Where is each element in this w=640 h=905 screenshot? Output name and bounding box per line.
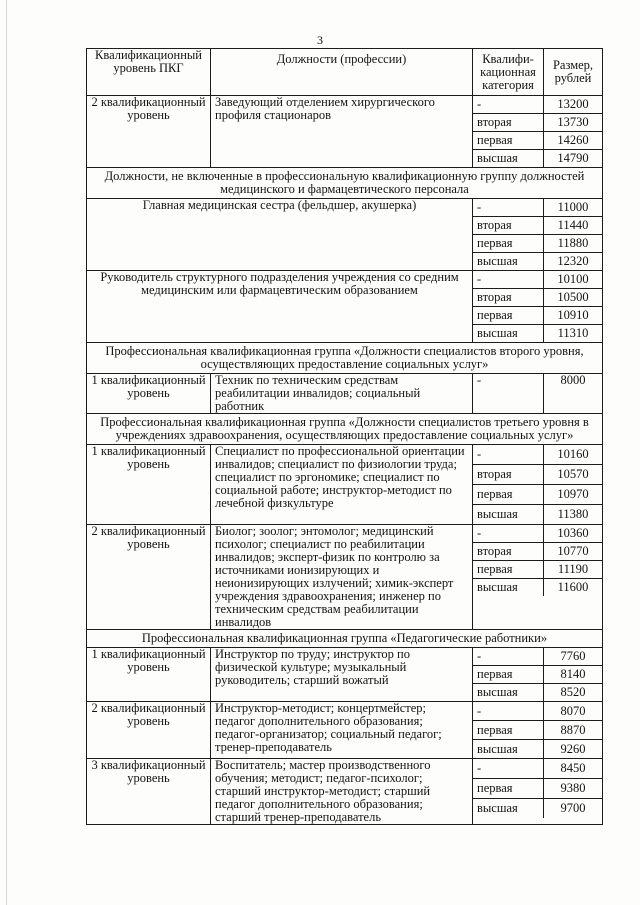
position-cell: Заведующий отделением хирургического профиля стационаров — [211, 96, 473, 168]
salary-table — [86, 48, 603, 825]
amount-cell: 10100 — [557, 272, 589, 286]
category-cell: первая — [473, 666, 544, 684]
table-row — [87, 702, 603, 759]
amount-cell: 8520 — [544, 684, 603, 702]
grade-list — [473, 445, 602, 524]
position-cell: Биолог; зоолог; энтомолог; медицинский психолог; специалист по реабилитации инвалидов; эксперт-физик по контролю за источниками ионизирующих и неионизирующих излучений; химик-эксперт учреждения здравоохранения; инженер по техническим средствам реабилитации инвалидов — [211, 525, 473, 630]
table-row — [87, 199, 603, 271]
amount-cell: 13200 — [557, 97, 589, 111]
section-heading: Должности, не включенные в профессиональную квалификационную группу должностей медицинского и фармацевтического персонала — [87, 168, 603, 199]
amount-cell: 8870 — [544, 721, 603, 740]
table-row — [87, 648, 603, 702]
amount-cell: 8000 — [560, 373, 586, 387]
amount-cell: 11310 — [544, 325, 603, 343]
grade-row — [473, 684, 602, 702]
position-cell: Главная медицинская сестра (фельдшер, акушерка) — [87, 199, 473, 271]
category-cell: первая — [473, 235, 544, 253]
amount-cell: 8450 — [560, 761, 586, 775]
position-cell: Техник по техническим средствам реабилитации инвалидов; социальный работник — [211, 374, 473, 414]
category-cell: первая — [473, 561, 544, 579]
section-heading: Профессиональная квалификационная группа «Педагогические работники» — [87, 630, 603, 648]
position-cell: Инструктор по труду; инструктор по физической культуре; музыкальный руководитель; старший вожатый — [211, 648, 473, 702]
category-cell: первая — [473, 307, 544, 325]
grade-list — [473, 525, 602, 596]
category-cell: - — [473, 374, 544, 413]
level-cell: 1 квалификационный уровень — [87, 445, 211, 525]
position-cell: Специалист по профессиональной ориентации инвалидов; специалист по физиологии труда; специалист по эргономике; специалист по социальной работе; инструктор-методист по лечебной физкультуре — [211, 445, 473, 525]
grade-row — [473, 740, 602, 759]
category-cell: - — [473, 96, 544, 114]
grade-row — [473, 114, 602, 132]
category-cell: - — [473, 445, 544, 465]
level-cell: 2 квалификационный уровень — [87, 96, 211, 168]
grade-row — [473, 779, 602, 799]
grade-row — [473, 96, 602, 114]
table-row — [87, 271, 603, 343]
level-cell: 2 квалификационный уровень — [87, 525, 211, 630]
category-cell: - — [473, 702, 544, 721]
category-cell: высшая — [473, 579, 544, 597]
amount-cell: 9700 — [544, 799, 603, 819]
grade-row — [473, 702, 602, 721]
page-number: 3 — [317, 33, 323, 47]
category-cell: вторая — [473, 465, 544, 485]
section-heading: Профессиональная квалификационная группа «Должности специалистов второго уровня, осуществляющих предоставление социальных услуг» — [87, 343, 603, 374]
amount-cell: 8140 — [544, 666, 603, 684]
grade-row — [473, 485, 602, 505]
grade-list — [473, 702, 602, 758]
grade-list — [473, 759, 602, 818]
table-row — [87, 374, 603, 414]
category-cell: первая — [473, 132, 544, 150]
grade-row — [473, 579, 602, 597]
grade-row — [473, 666, 602, 684]
amount-cell: 10970 — [544, 485, 603, 505]
category-cell: вторая — [473, 114, 544, 132]
position-cell: Инструктор-методист; концертмейстер; педагог дополнительного образования; педагог-организатор; социальный педагог; тренер-преподаватель — [211, 702, 473, 759]
amount-cell: 11600 — [544, 579, 603, 597]
grade-row — [473, 543, 602, 561]
category-cell: - — [473, 199, 544, 217]
amount-cell: 8070 — [560, 703, 586, 718]
grade-row — [473, 561, 602, 579]
amount-cell: 12320 — [544, 253, 603, 271]
category-cell: вторая — [473, 217, 544, 235]
category-cell: первая — [473, 721, 544, 740]
position-cell: Руководитель структурного подразделения учреждения со средним медицинским или фармацевтическим образованием — [87, 271, 473, 343]
table-row — [87, 759, 603, 825]
amount-cell: 10910 — [544, 307, 603, 325]
amount-cell: 9260 — [544, 740, 603, 759]
category-cell: первая — [473, 485, 544, 505]
table-row — [87, 445, 603, 525]
grade-row — [473, 132, 602, 150]
level-cell: 1 квалификационный уровень — [87, 648, 211, 702]
amount-cell: 11440 — [544, 217, 603, 235]
category-cell: высшая — [473, 253, 544, 271]
amount-cell: 13730 — [544, 114, 603, 132]
grade-row — [473, 445, 602, 465]
grade-row — [473, 325, 602, 343]
grade-row — [473, 759, 602, 779]
grade-list — [473, 199, 602, 270]
category-cell: высшая — [473, 150, 544, 168]
grade-row — [473, 235, 602, 253]
category-cell: высшая — [473, 799, 544, 819]
category-cell: - — [473, 759, 544, 779]
grade-list — [473, 271, 602, 342]
amount-cell: 10360 — [557, 526, 589, 540]
grade-row — [473, 505, 602, 525]
amount-cell: 10500 — [544, 289, 603, 307]
table-row — [87, 96, 603, 168]
category-cell: вторая — [473, 543, 544, 561]
category-cell: - — [473, 271, 544, 289]
amount-cell: 7760 — [560, 649, 586, 663]
grade-row — [473, 721, 602, 740]
amount-cell: 10570 — [544, 465, 603, 485]
grade-row — [473, 307, 602, 325]
header-amount: Размер, рублей — [552, 58, 594, 85]
category-cell: высшая — [473, 505, 544, 525]
grade-row — [473, 217, 602, 235]
amount-cell: 11380 — [544, 505, 603, 525]
level-cell: 3 квалификационный уровень — [87, 759, 211, 825]
amount-cell: 11190 — [544, 561, 603, 579]
table-header — [87, 49, 603, 96]
grade-row — [473, 525, 602, 543]
position-cell: Воспитатель; мастер производственного обучения; методист; педагог-психолог; старший инструктор-методист; старший педагог дополнительного образования; старший тренер-преподаватель — [211, 759, 473, 825]
header-position: Должности (профессии) — [211, 49, 473, 96]
level-cell: 2 квалификационный уровень — [87, 702, 211, 759]
amount-cell: 14260 — [544, 132, 603, 150]
grade-row — [473, 150, 602, 168]
grade-row — [473, 289, 602, 307]
table-row — [87, 525, 603, 630]
amount-cell: 11000 — [557, 200, 589, 214]
grade-row — [473, 199, 602, 217]
category-cell: высшая — [473, 325, 544, 343]
category-cell: вторая — [473, 289, 544, 307]
category-cell: высшая — [473, 684, 544, 702]
grade-row — [473, 465, 602, 485]
category-cell: высшая — [473, 740, 544, 759]
category-cell: - — [473, 648, 544, 666]
amount-cell: 10160 — [557, 447, 589, 461]
amount-cell: 11880 — [544, 235, 603, 253]
grade-row — [473, 253, 602, 271]
level-cell: 1 квалификационный уровень — [87, 374, 211, 414]
grade-list — [473, 96, 602, 167]
grade-row — [473, 271, 602, 289]
category-cell: первая — [473, 779, 544, 799]
category-cell: - — [473, 525, 544, 543]
scan-edge — [6, 0, 7, 905]
header-category: Квалифи-кационная категория — [473, 49, 544, 95]
header-level: Квалификационный уровень ПКГ — [87, 49, 211, 96]
section-heading: Профессиональная квалификационная группа «Должности специалистов третьего уровня в учреждениях здравоохранения, осуществляющих предоставление социальных услуг» — [87, 414, 603, 445]
grade-row — [473, 648, 602, 666]
grade-row — [473, 799, 602, 819]
amount-cell: 9380 — [544, 779, 603, 799]
amount-cell: 14790 — [544, 150, 603, 168]
amount-cell: 10770 — [544, 543, 603, 561]
grade-list — [473, 648, 602, 701]
